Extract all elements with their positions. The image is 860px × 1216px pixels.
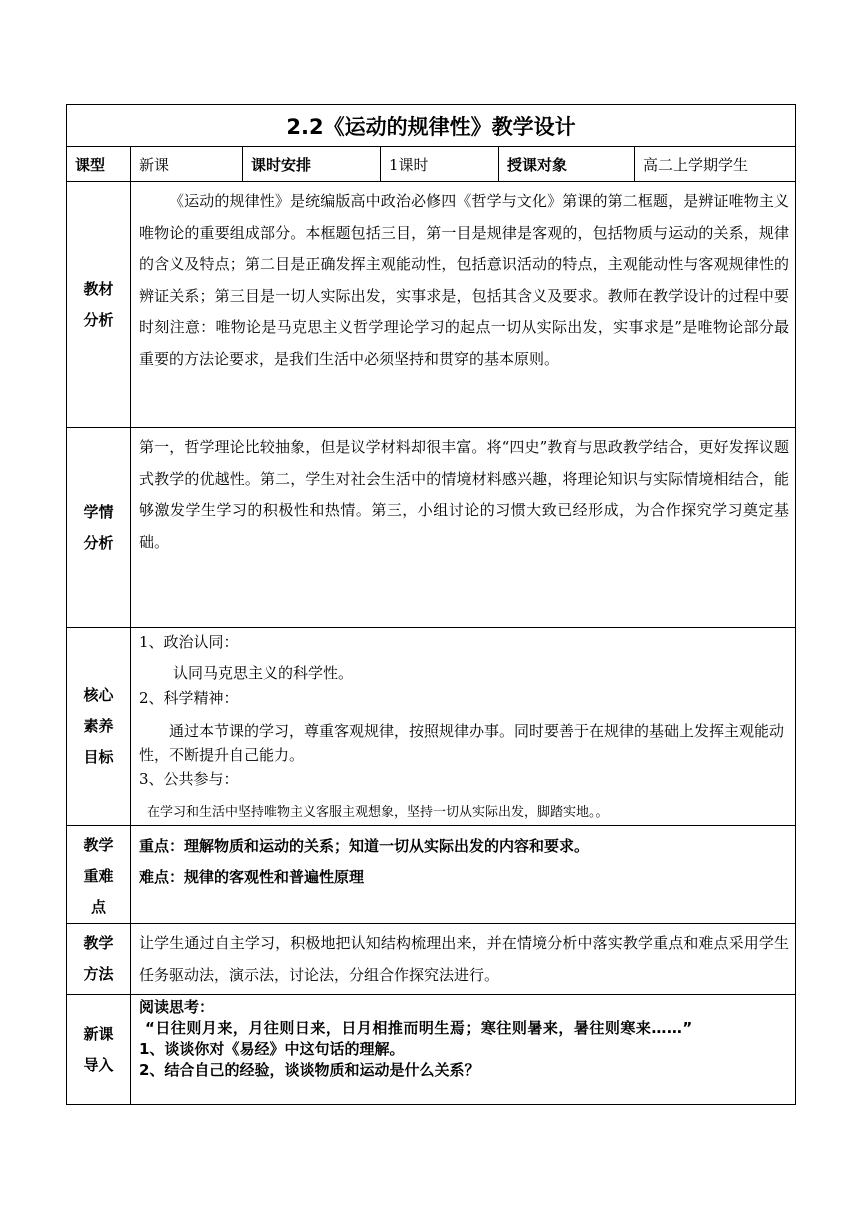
key-focus-text: 重点：理解物质和运动的关系；知道一切从实际出发的内容和要求。 — [139, 837, 590, 855]
core-item1-text: 认同马克思主义的科学性。 — [173, 664, 354, 682]
learner-analysis-text: 第一，哲学理论比较抽象，但是议学材料却很丰富。将“四史”教育与思政教学结合，更好发挥议题式教学的优越性。第二，学生对社会生活中的情境材料感兴趣，将理论知识与实际情境相结合，能够激发学生学习的积极性和热情。第三，小组讨论的习惯大致已经形成，为合作探究学习奠定基础。 — [139, 438, 790, 551]
document-title: 2.2《运动的规律性》教学设计 — [67, 105, 796, 147]
lesson-intro-content — [131, 995, 796, 1105]
lesson-intro-label: 新课 导入 — [67, 995, 131, 1105]
teaching-method-content — [131, 924, 796, 995]
audience-value: 高二上学期学生 — [635, 147, 796, 182]
learner-analysis-row — [67, 428, 796, 628]
key-difficulty-text: 难点：规律的客观性和普遍性原理 — [139, 868, 365, 886]
key-points-label: 教学 重难 点 — [67, 826, 131, 924]
intro-question-1: 1、谈谈你对《易经》中这句话的理解。 — [139, 1040, 405, 1058]
class-hours-value: 1课时 — [381, 147, 499, 182]
lesson-type-label: 课型 — [67, 147, 131, 182]
textbook-analysis-content — [131, 182, 796, 428]
teaching-method-row — [67, 924, 796, 995]
textbook-analysis-text: 《运动的规律性》是统编版高中政治必修四《哲学与文化》第课的第二框题，是辨证唯物主义唯物论的重要组成部分。本框题包括三目，第一目是规律是客观的，包括物质与运动的关系，规律的含义及特点；第二目是正确发挥主观能动性，包括意识活动的特点，主观能动性与客观规律性的辨证关系；第三目是一切人实际出发，实事求是，包括其含义及要求。教师在教学设计的过程中要时刻注意：唯物论是马克思主义哲学理论学习的起点一切从实际出发，实事求是”是唯物论部分最重要的方法论要求，是我们生活中必须坚持和贯穿的基本原则。 — [139, 192, 790, 368]
lesson-intro-row — [67, 995, 796, 1105]
intro-quote: “日往则月来，月往则日来，日月相推而明生焉；寒往则暑来，暑往则寒来……” — [145, 1019, 693, 1037]
textbook-analysis-row — [67, 182, 796, 428]
learner-analysis-label: 学情 分析 — [67, 428, 131, 628]
core-literacy-row — [67, 628, 796, 826]
title-row — [67, 105, 796, 147]
core-item2-text: 通过本节课的学习，尊重客观规律，按照规律办事。同时要善于在规律的基础上发挥主观能动性，不断提升自己能力。 — [139, 722, 785, 764]
learner-analysis-content — [131, 428, 796, 628]
intro-question-2: 2、结合自己的经验，谈谈物质和运动是什么关系？ — [139, 1061, 480, 1079]
intro-heading: 阅读思考： — [139, 998, 215, 1016]
audience-label: 授课对象 — [499, 147, 635, 182]
core-literacy-content — [131, 628, 796, 826]
key-points-content — [131, 826, 796, 924]
header-row — [67, 147, 796, 182]
core-item3-text: 在学习和生活中坚持唯物主义客服主观想象，坚持一切从实际出发，脚踏实地。。 — [147, 805, 609, 820]
teaching-method-text: 让学生通过自主学习，积极地把认知结构梳理出来，并在情境分析中落实教学重点和难点采用学生任务驱动法，演示法，讨论法，分组合作探究法进行。 — [139, 934, 790, 984]
core-item3-title: 3、公共参与： — [139, 770, 239, 788]
core-literacy-label: 核心 素养 目标 — [67, 628, 131, 826]
class-hours-label: 课时安排 — [243, 147, 381, 182]
lesson-plan-table — [66, 104, 796, 1105]
teaching-method-label: 教学 方法 — [67, 924, 131, 995]
key-points-row — [67, 826, 796, 924]
core-item1-title: 1、政治认同： — [139, 633, 239, 651]
lesson-type-value: 新课 — [131, 147, 243, 182]
textbook-analysis-label: 教材 分析 — [67, 182, 131, 428]
core-item2-title: 2、科学精神： — [139, 689, 239, 707]
